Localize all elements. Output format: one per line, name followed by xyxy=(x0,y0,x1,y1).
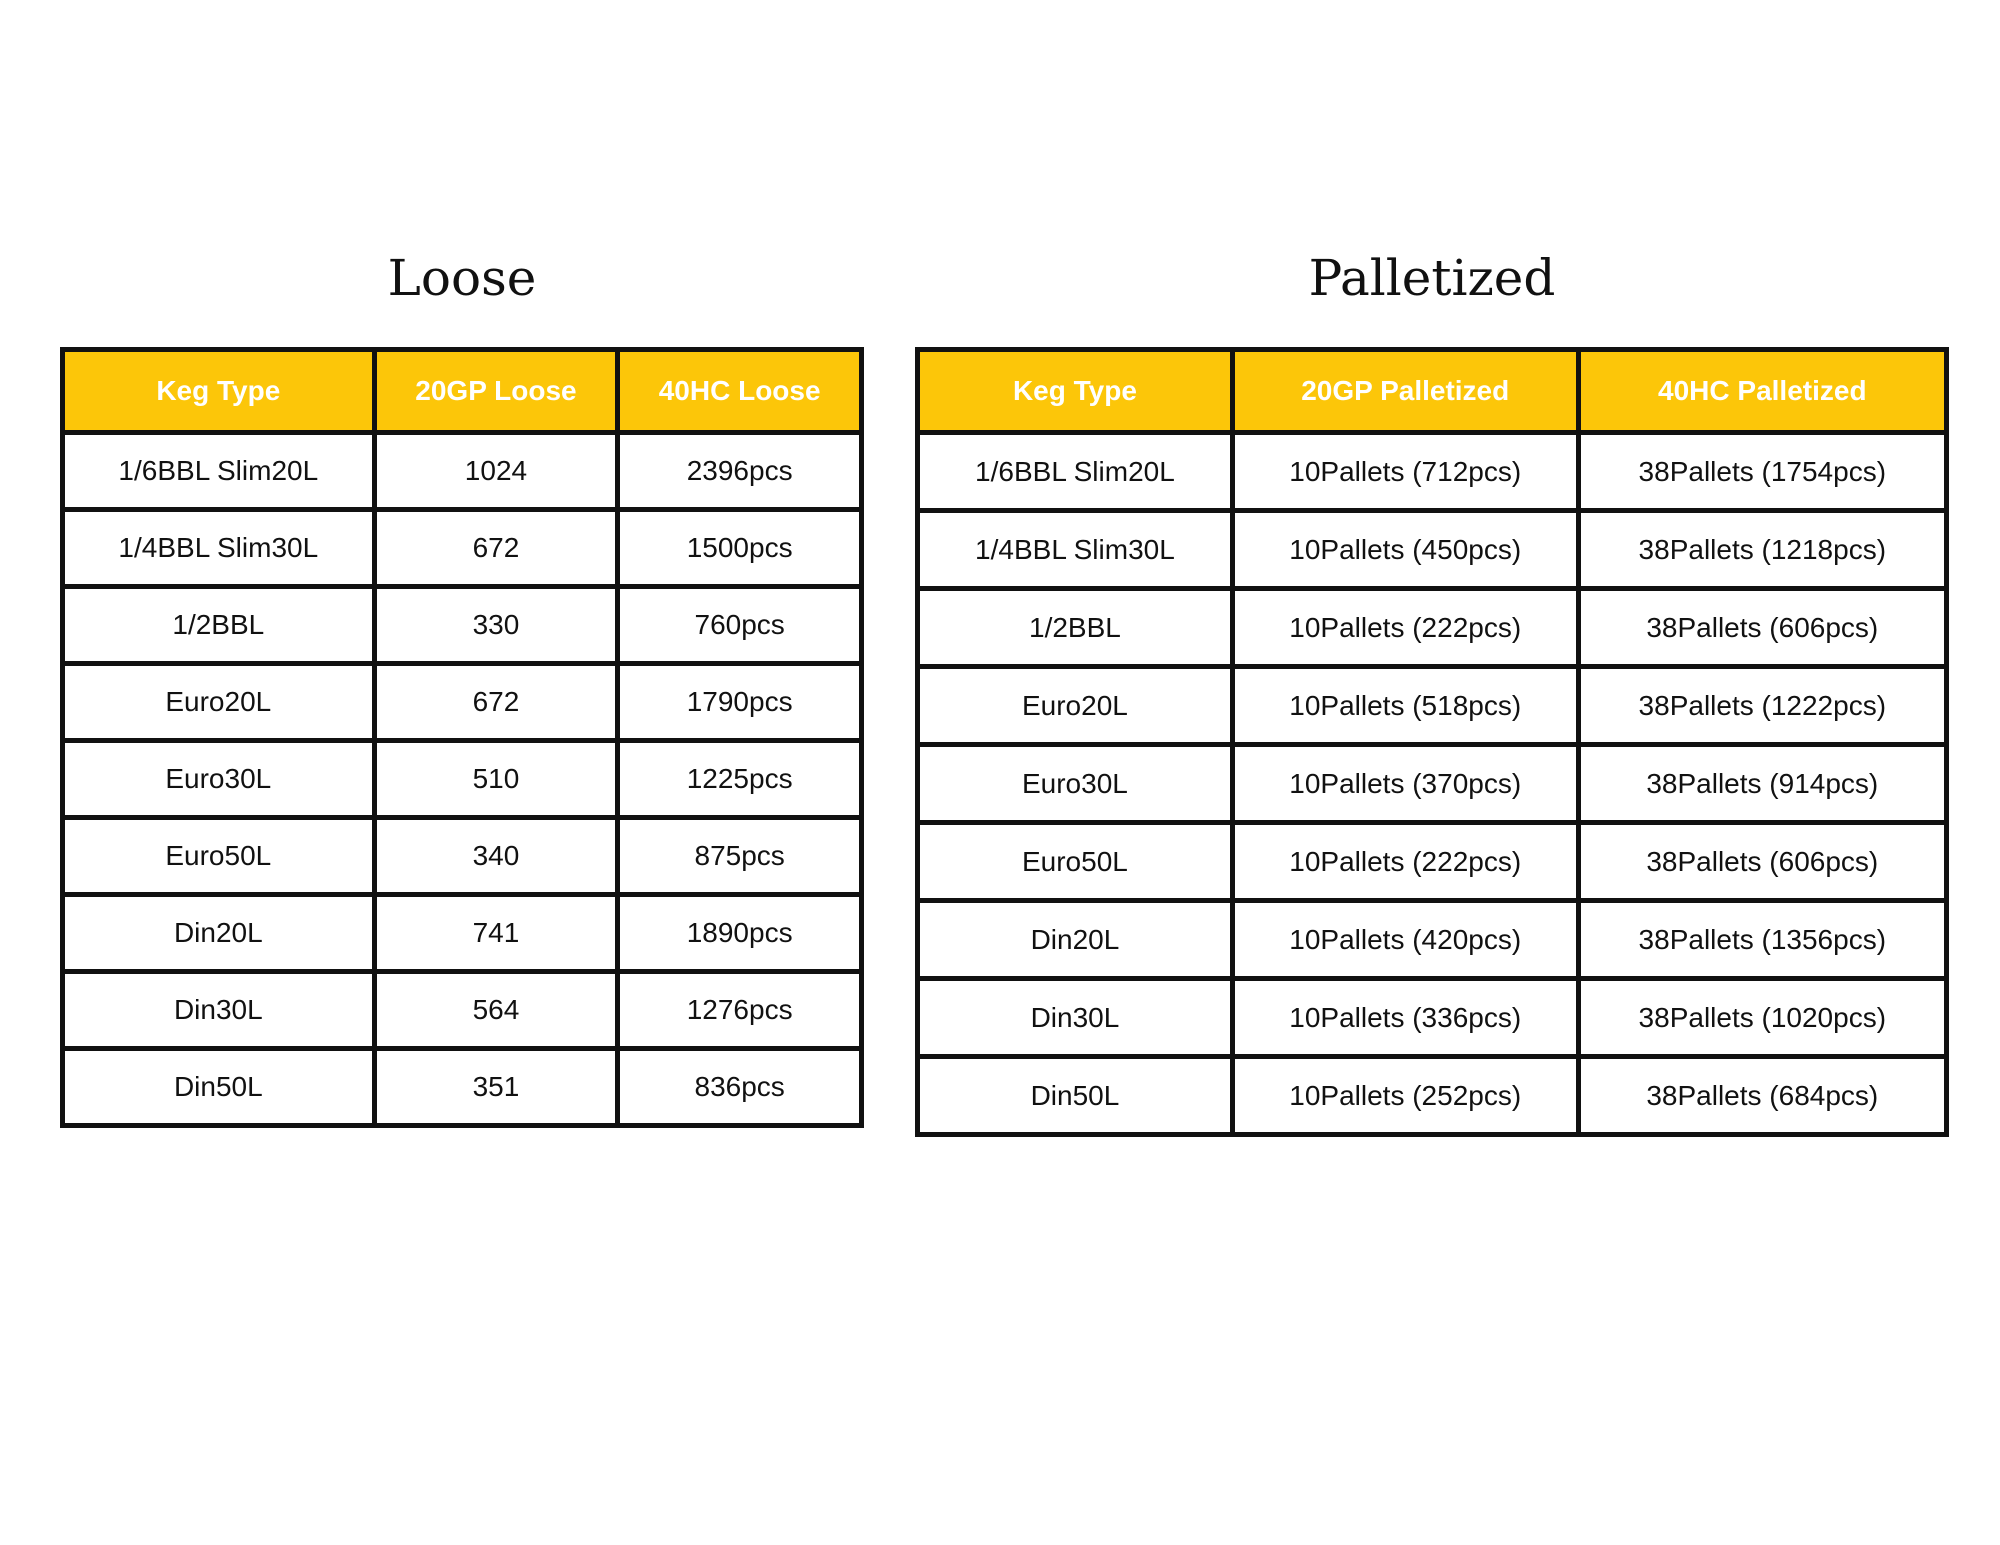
loose-20gp-cell: 351 xyxy=(374,1049,618,1126)
palletized-table xyxy=(915,347,1949,1137)
table-row xyxy=(63,741,862,818)
loose-40hc-cell: 760pcs xyxy=(618,587,862,664)
loose-20gp-cell: 741 xyxy=(374,895,618,972)
palletized-20gp-cell: 10Pallets (222pcs) xyxy=(1232,823,1578,901)
loose-40hc-cell: 836pcs xyxy=(618,1049,862,1126)
keg-type-cell: Din30L xyxy=(918,979,1233,1057)
palletized-20gp-cell: 10Pallets (336pcs) xyxy=(1232,979,1578,1057)
loose-40hc-cell: 1225pcs xyxy=(618,741,862,818)
table-row xyxy=(63,433,862,510)
loose-section-title: Loose xyxy=(387,249,537,307)
loose-header-row xyxy=(63,350,862,433)
loose-40hc-cell: 1890pcs xyxy=(618,895,862,972)
keg-type-cell: Din50L xyxy=(63,1049,375,1126)
palletized-40hc-cell: 38Pallets (1020pcs) xyxy=(1578,979,1946,1057)
palletized-header-40hc: 40HC Palletized xyxy=(1578,350,1946,433)
loose-table xyxy=(60,347,864,1128)
keg-type-cell: 1/6BBL Slim20L xyxy=(63,433,375,510)
keg-type-cell: Din50L xyxy=(918,1057,1233,1135)
loose-20gp-cell: 564 xyxy=(374,972,618,1049)
keg-type-cell: 1/4BBL Slim30L xyxy=(918,511,1233,589)
keg-type-cell: 1/2BBL xyxy=(918,589,1233,667)
keg-type-cell: Din30L xyxy=(63,972,375,1049)
table-row xyxy=(63,664,862,741)
keg-type-cell: Euro20L xyxy=(918,667,1233,745)
loose-20gp-cell: 672 xyxy=(374,510,618,587)
palletized-header-20gp: 20GP Palletized xyxy=(1232,350,1578,433)
palletized-20gp-cell: 10Pallets (370pcs) xyxy=(1232,745,1578,823)
table-row xyxy=(918,745,1947,823)
loose-40hc-cell: 1276pcs xyxy=(618,972,862,1049)
palletized-40hc-cell: 38Pallets (606pcs) xyxy=(1578,823,1946,901)
keg-type-cell: Euro20L xyxy=(63,664,375,741)
keg-type-cell: 1/2BBL xyxy=(63,587,375,664)
keg-type-cell: Euro50L xyxy=(918,823,1233,901)
loose-40hc-cell: 875pcs xyxy=(618,818,862,895)
palletized-section-title: Palletized xyxy=(1308,249,1556,307)
palletized-20gp-cell: 10Pallets (222pcs) xyxy=(1232,589,1578,667)
palletized-40hc-cell: 38Pallets (1754pcs) xyxy=(1578,433,1946,511)
table-row xyxy=(63,510,862,587)
loose-20gp-cell: 1024 xyxy=(374,433,618,510)
keg-type-cell: 1/4BBL Slim30L xyxy=(63,510,375,587)
palletized-20gp-cell: 10Pallets (518pcs) xyxy=(1232,667,1578,745)
table-row xyxy=(918,979,1947,1057)
keg-type-cell: Din20L xyxy=(918,901,1233,979)
table-row xyxy=(918,901,1947,979)
palletized-20gp-cell: 10Pallets (712pcs) xyxy=(1232,433,1578,511)
keg-type-cell: Din20L xyxy=(63,895,375,972)
table-row xyxy=(63,1049,862,1126)
table-row xyxy=(63,818,862,895)
table-row xyxy=(918,433,1947,511)
loose-header-keg-type: Keg Type xyxy=(63,350,375,433)
table-row xyxy=(918,667,1947,745)
palletized-header-row xyxy=(918,350,1947,433)
loose-20gp-cell: 672 xyxy=(374,664,618,741)
table-row xyxy=(918,511,1947,589)
loose-20gp-cell: 510 xyxy=(374,741,618,818)
palletized-header-keg-type: Keg Type xyxy=(918,350,1233,433)
loose-40hc-cell: 1790pcs xyxy=(618,664,862,741)
table-row xyxy=(63,895,862,972)
table-row xyxy=(918,589,1947,667)
keg-type-cell: 1/6BBL Slim20L xyxy=(918,433,1233,511)
keg-type-cell: Euro50L xyxy=(63,818,375,895)
table-row xyxy=(63,972,862,1049)
palletized-40hc-cell: 38Pallets (684pcs) xyxy=(1578,1057,1946,1135)
table-row xyxy=(63,587,862,664)
keg-type-cell: Euro30L xyxy=(918,745,1233,823)
palletized-40hc-cell: 38Pallets (1218pcs) xyxy=(1578,511,1946,589)
loose-header-40hc: 40HC Loose xyxy=(618,350,862,433)
palletized-20gp-cell: 10Pallets (420pcs) xyxy=(1232,901,1578,979)
keg-type-cell: Euro30L xyxy=(63,741,375,818)
palletized-40hc-cell: 38Pallets (606pcs) xyxy=(1578,589,1946,667)
loose-20gp-cell: 330 xyxy=(374,587,618,664)
palletized-20gp-cell: 10Pallets (252pcs) xyxy=(1232,1057,1578,1135)
palletized-40hc-cell: 38Pallets (914pcs) xyxy=(1578,745,1946,823)
table-row xyxy=(918,823,1947,901)
loose-20gp-cell: 340 xyxy=(374,818,618,895)
palletized-20gp-cell: 10Pallets (450pcs) xyxy=(1232,511,1578,589)
palletized-40hc-cell: 38Pallets (1222pcs) xyxy=(1578,667,1946,745)
loose-40hc-cell: 2396pcs xyxy=(618,433,862,510)
loose-header-20gp: 20GP Loose xyxy=(374,350,618,433)
palletized-40hc-cell: 38Pallets (1356pcs) xyxy=(1578,901,1946,979)
table-row xyxy=(918,1057,1947,1135)
loose-40hc-cell: 1500pcs xyxy=(618,510,862,587)
